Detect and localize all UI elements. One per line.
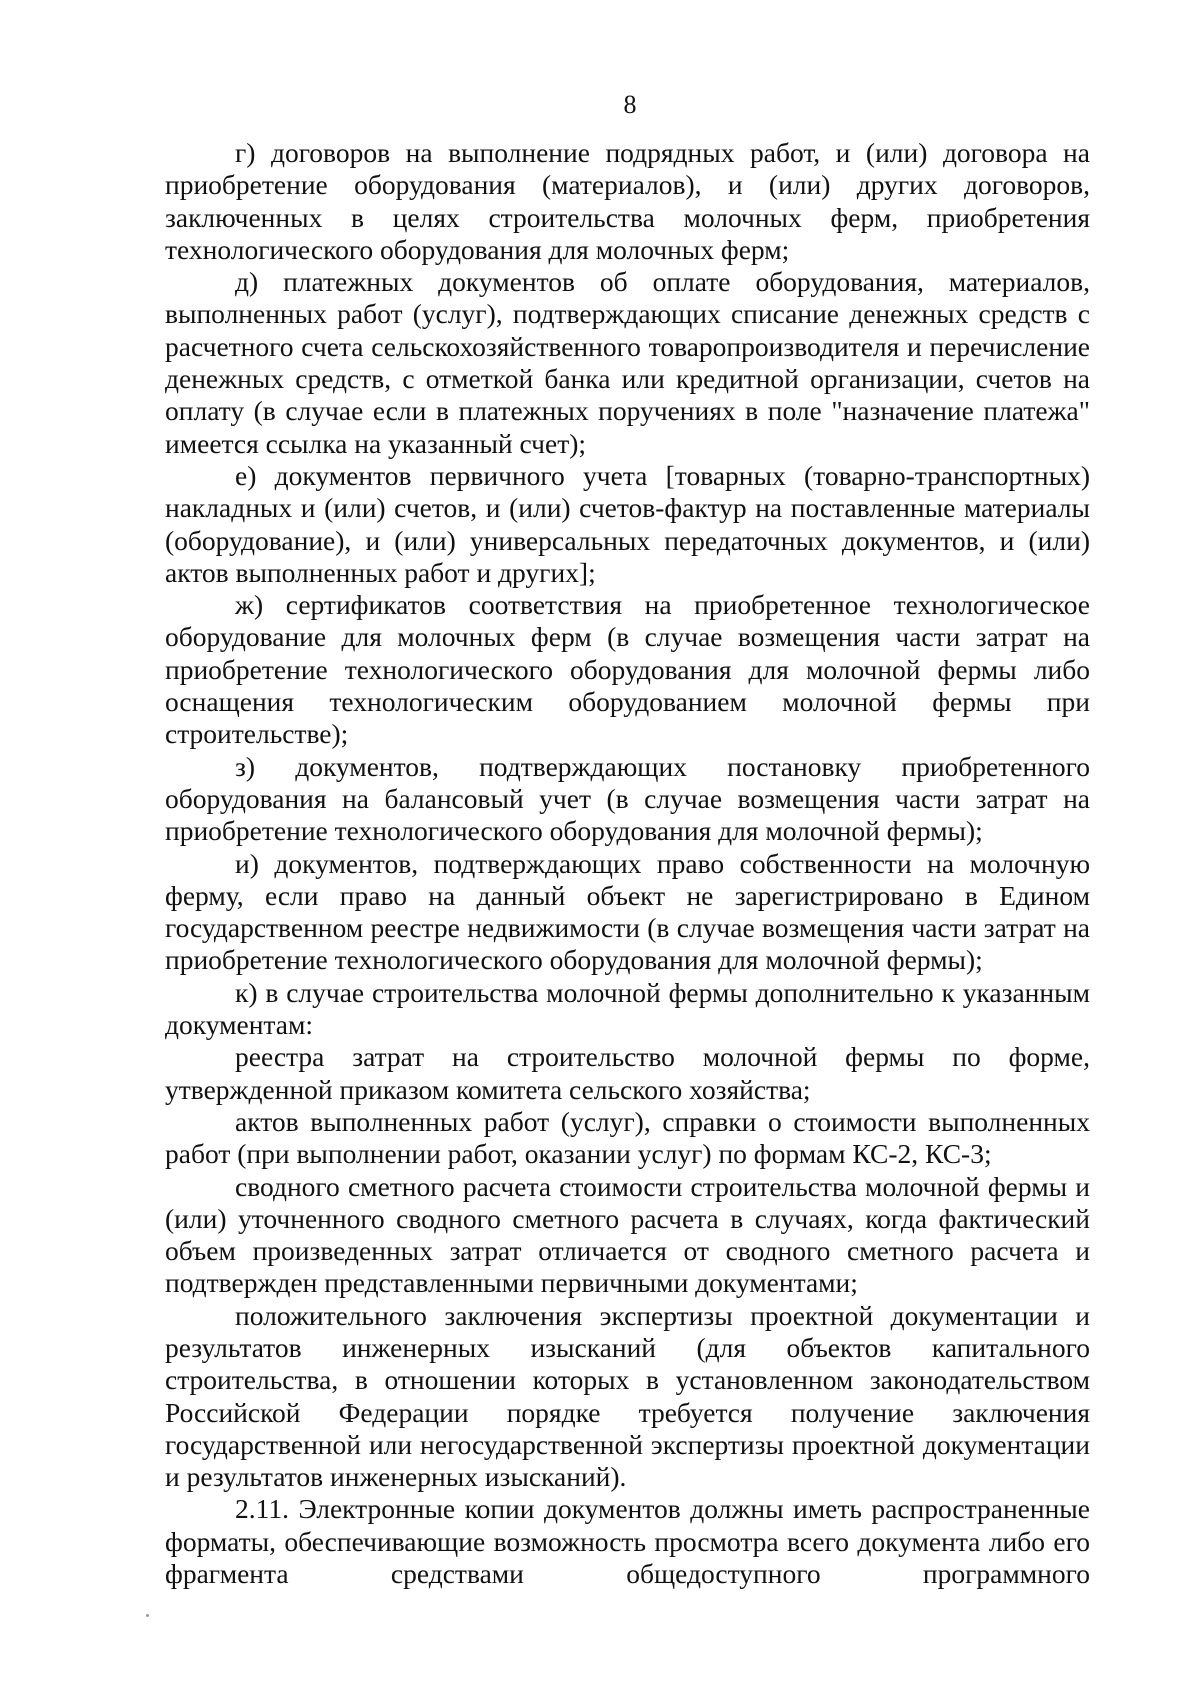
paragraph-k-estimate: сводного сметного расчета стоимости строительства молочной фермы и (или) уточненного сводного сметного расчета в случаях, когда фактический объем произведенных затрат отличается от сводного сметного расчета и подтвержден представленными первичными документами; [165,1170,1090,1299]
page-number: 8 [623,90,637,119]
paragraph-k: к) в случае строительства молочной фермы дополнительно к указанным документам: [165,976,1090,1041]
document-body [165,137,1090,1590]
paragraph-e: е) документов первичного учета [товарных (товарно-транспортных) накладных и (или) счетов, и (или) счетов-фактур на поставленные материалы (оборудование), и (или) универсальных передаточных документов, и (или) актов выполненных работ и других]; [165,459,1090,588]
paragraph-g: г) договоров на выполнение подрядных работ, и (или) договора на приобретение оборудования (материалов), и (или) других договоров, заключенных в целях строительства молочных ферм, приобретения технологического оборудования для молочных ферм; [165,137,1090,265]
paragraph-2-11: 2.11. Электронные копии документов должны иметь распространенные форматы, обеспечивающие возможность просмотра всего документа либо его фрагмента средствами общедоступного программного [165,1493,1090,1590]
paragraph-k-registry: реестра затрат на строительство молочной фермы по форме, утвержденной приказом комитета сельского хозяйства; [165,1041,1090,1105]
paragraph-k-expertise: положительного заключения экспертизы проектной документации и результатов инженерных изысканий (для объектов капитального строительства, в отношении которых в установленном законодательством Российской Федерации порядке требуется получение заключения государственной или негосударственной экспертизы проектной документации и результатов инженерных изысканий). [165,1299,1090,1493]
paragraph-d: д) платежных документов об оплате оборудования, материалов, выполненных работ (услуг), подтверждающих списание денежных средств с расчетного счета сельскохозяйственного товаропроизводителя и перечисление денежных средств, с отметкой банка или кредитной организации, счетов на оплату (в случае если в платежных поручениях в поле "назначение платежа" имеется ссылка на указанный счет); [165,266,1090,459]
scan-speck [146,1614,149,1617]
paragraph-zh: ж) сертификатов соответствия на приобретенное технологическое оборудование для молочных ферм (в случае возмещения части затрат на приобретение технологического оборудования для молочной фермы либо оснащения технологическим оборудованием молочной фермы при строительстве); [165,589,1090,750]
paragraph-k-acts: актов выполненных работ (услуг), справки о стоимости выполненных работ (при выполнении работ, оказании услуг) по формам КС-2, КС-3; [165,1105,1090,1170]
paragraph-z: з) документов, подтверждающих постановку приобретенного оборудования на балансовый учет (в случае возмещения части затрат на приобретение технологического оборудования для молочной фермы); [165,750,1090,847]
paragraph-i: и) документов, подтверждающих право собственности на молочную ферму, если право на данный объект не зарегистрировано в Едином государственном реестре недвижимости (в случае возмещения части затрат на приобретение технологического оборудования для молочной фермы); [165,847,1090,976]
